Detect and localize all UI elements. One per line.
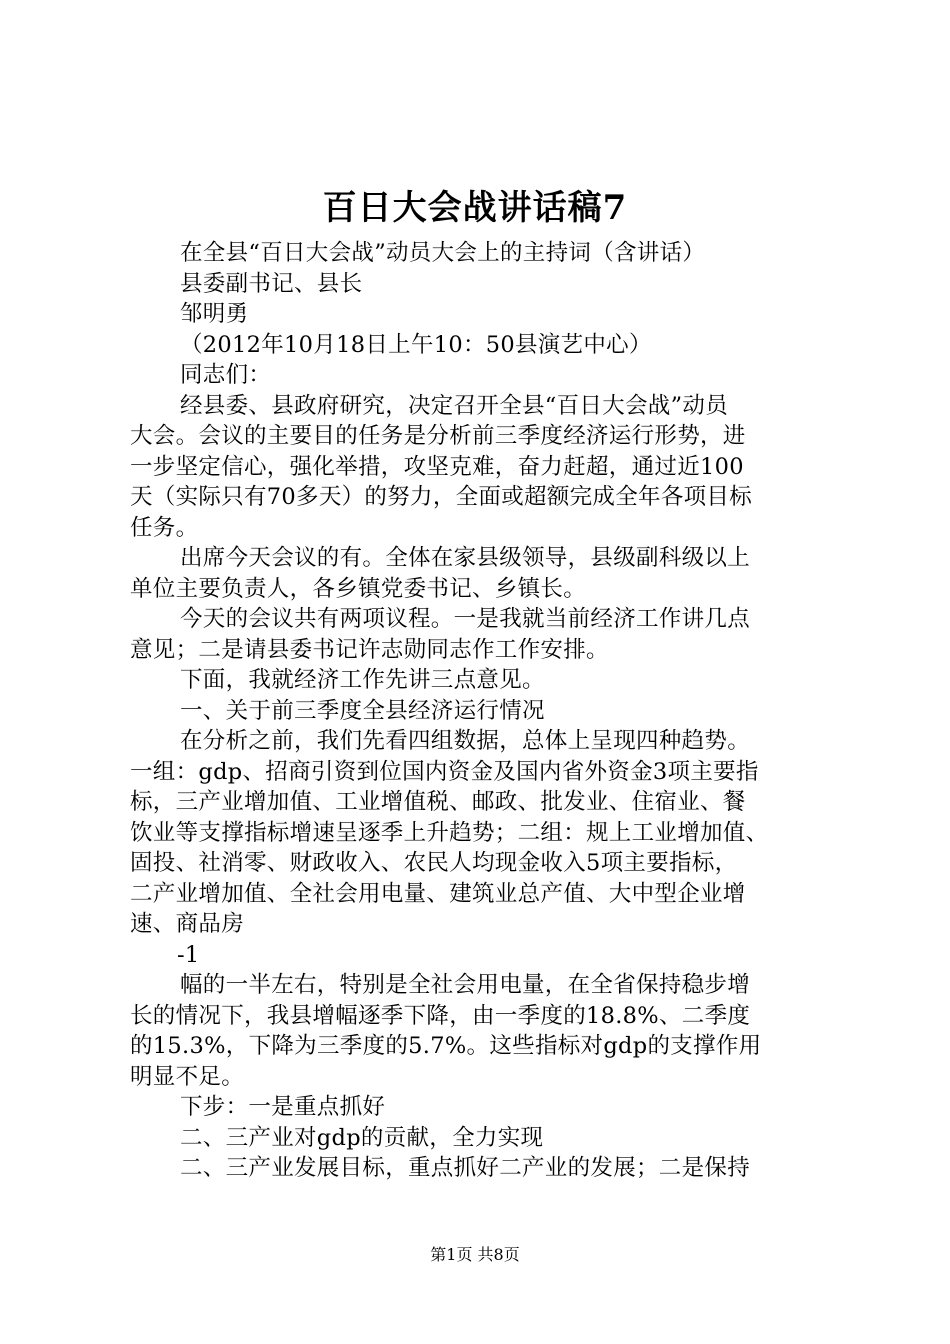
page-footer: 第1页 共8页 xyxy=(430,1245,520,1264)
text-line: 长的情况下，我县增幅逐季下降，由一季度的18.8%、二季度 xyxy=(130,1002,751,1029)
text-line: 固投、社消零、财政收入、农民人均现金收入5项主要指标， xyxy=(130,850,738,876)
text-line: 大会。会议的主要目的任务是分析前三季度经济运行形势，进 xyxy=(130,423,746,449)
text-line: 出席今天会议的有。全体在家县级领导，县级副科级以上 xyxy=(180,545,751,571)
text-line: 下步：一是重点抓好 xyxy=(180,1094,386,1120)
text-line: 今天的会议共有两项议程。一是我就当前经济工作讲几点 xyxy=(180,606,751,632)
text-line: 二、三产业对gdp的贡献，全力实现 xyxy=(180,1124,544,1151)
text-line: 邹明勇 xyxy=(180,301,249,327)
text-line: 一步坚定信心，强化举措，攻坚克难，奋力赶超，通过近100 xyxy=(130,453,744,480)
text-line: 同志们： xyxy=(180,362,272,388)
text-line: 一组：gdp、招商引资到位国内资金及国内省外资金3项主要指 xyxy=(130,758,759,785)
text-line: 意见；二是请县委书记许志勋同志作工作安排。 xyxy=(130,636,609,663)
text-line: 任务。 xyxy=(130,514,199,541)
text-line: 在分析之前，我们先看四组数据，总体上呈现四种趋势。 xyxy=(180,728,751,754)
text-line: 单位主要负责人，各乡镇党委书记、乡镇长。 xyxy=(130,575,587,602)
text-line: 速、商品房 xyxy=(130,911,245,937)
document-title: 百日大会战讲话稿7 xyxy=(322,188,628,228)
text-line: -1 xyxy=(177,941,200,968)
document-body xyxy=(130,238,835,1184)
text-line: 幅的一半左右，特别是全社会用电量，在全省保持稳步增 xyxy=(180,972,751,998)
text-line: 二、三产业发展目标，重点抓好二产业的发展；二是保持 xyxy=(180,1155,751,1181)
text-line: 饮业等支撑指标增速呈逐季上升趋势；二组：规上工业增加值、 xyxy=(130,819,769,846)
text-line: 标，三产业增加值、工业增值税、邮政、批发业、住宿业、餐 xyxy=(130,789,746,815)
text-line: 县委副书记、县长 xyxy=(180,270,363,297)
text-line: 下面，我就经济工作先讲三点意见。 xyxy=(180,667,545,693)
text-line: 天（实际只有70多天）的努力，全面或超额完成全年各项目标 xyxy=(130,484,753,510)
text-line: 在全县“百日大会战”动员大会上的主持词（含讲话） xyxy=(180,240,706,266)
text-line: 二产业增加值、全社会用电量、建筑业总产值、大中型企业增 xyxy=(130,880,746,907)
text-line: 的15.3%，下降为三季度的5.7%。这些指标对gdp的支撑作用 xyxy=(130,1033,762,1059)
text-line: （2012年10月18日上午10：50县演艺中心） xyxy=(180,331,652,358)
text-line: 经县委、县政府研究，决定召开全县“百日大会战”动员 xyxy=(180,392,729,419)
text-line: 一、关于前三季度全县经济运行情况 xyxy=(180,697,545,724)
text-line: 明显不足。 xyxy=(130,1063,245,1090)
